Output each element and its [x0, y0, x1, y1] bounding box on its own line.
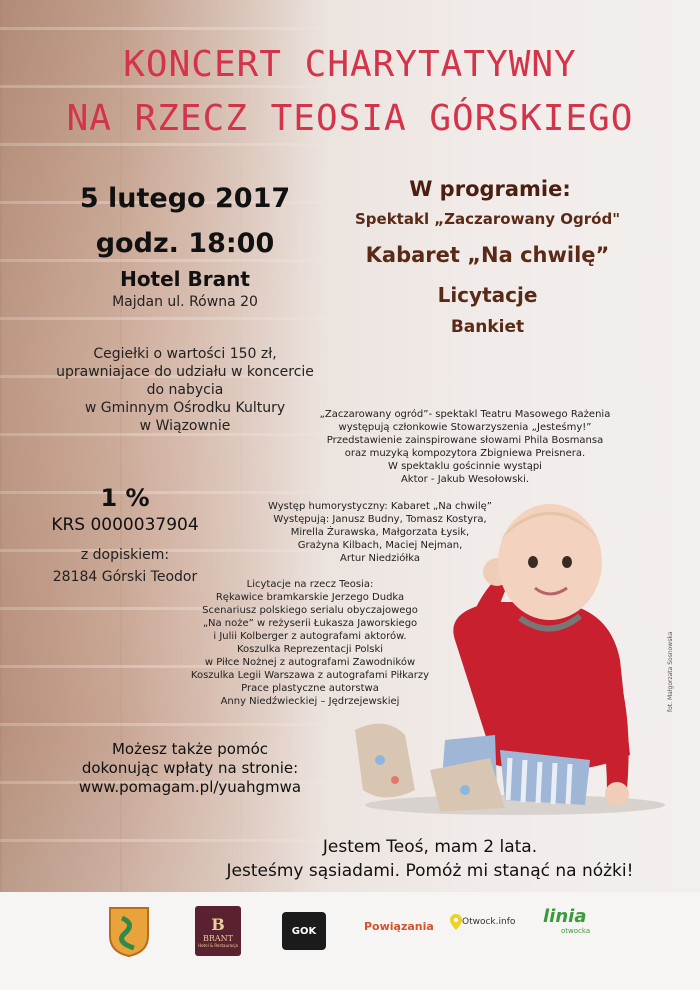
spektakl-line: Aktor - Jakub Wesołowski.: [400, 474, 530, 485]
program-item: Kabaret „Na chwilę”: [365, 243, 610, 267]
kabaret-line: Występ humorystyczny: Kabaret „Na chwilę”: [268, 501, 492, 512]
program-item: Spektakl „Zaczarowany Ogród": [354, 210, 621, 228]
gok-logo-text: GOK: [291, 925, 317, 937]
tickets-line: Cegiełki o wartości 150 zł,: [93, 346, 277, 362]
location-pin-icon: [450, 914, 462, 930]
tax-percent: 1 %: [100, 484, 150, 512]
linia-logo-sub: otwocka: [561, 927, 591, 935]
teos-message: [180, 835, 680, 883]
event-date: 5 lutego 2017: [79, 183, 291, 214]
tickets-line: uprawniajace do udziału w koncercie: [56, 364, 314, 380]
title-line-2: NA RZECZ TEOSIA GÓRSKIEGO: [66, 98, 634, 139]
donation-line: dokonując wpłaty na stronie:: [81, 759, 299, 777]
program-heading: W programie:: [409, 177, 571, 201]
left-boot: [355, 724, 415, 798]
donation-link[interactable]: www.pomagam.pl/yuahgmwa: [78, 778, 302, 796]
licytacje-line: Prace plastyczne autorstwa: [241, 683, 379, 694]
otwock-info-text: Otwock.info: [462, 917, 516, 927]
spektakl-line: oraz muzyką kompozytora Zbigniewa Preisnera.: [344, 448, 586, 459]
brant-logo-sub: Hotel & Restauracja: [198, 942, 238, 948]
boot-pattern: [375, 755, 385, 765]
otwock-info-logo: [450, 914, 515, 930]
tax-note-line: z dopiskiem:: [80, 547, 170, 563]
photo-credit: fot. Małgorzata Sosnowska: [667, 631, 674, 712]
eye: [562, 556, 572, 568]
brant-logo-letter: B: [211, 914, 225, 934]
spektakl-line: Przedstawienie zainspirowane słowami Phila Bosmansa: [326, 435, 604, 446]
donation-info: [60, 740, 320, 797]
donation-line: Możesz także pomóc: [111, 740, 269, 758]
tickets-line: do nabycia: [146, 382, 224, 398]
hand: [605, 782, 629, 806]
licytacje-line: Koszulka Reprezentacji Polski: [236, 644, 384, 655]
spektakl-line: występują członkowie Stowarzyszenia „Jesteśmy!”: [338, 422, 592, 433]
teos-line: Jesteśmy sąsiadami. Pomóż mi stanąć na nóżki!: [226, 861, 634, 881]
licytacje-line: Licytacje na rzecz Teosia:: [246, 579, 374, 590]
sponsor-footer: [0, 892, 700, 990]
head: [498, 504, 602, 620]
licytacje-line: w Piłce Nożnej z autografami Zawodników: [204, 657, 416, 668]
linia-otwocka-logo: [543, 906, 590, 935]
coat-of-arms-logo: [108, 906, 150, 958]
brant-hotel-logo: [195, 906, 241, 956]
boot-pattern: [460, 785, 470, 795]
kabaret-line: Artur Niedziółka: [340, 553, 420, 564]
spektakl-line: „Zaczarowany ogród”- spektakl Teatru Masowego Rażenia: [319, 409, 611, 420]
program-item: Licytacje: [437, 283, 538, 307]
tickets-line: w Gminnym Ośrodku Kultury: [84, 400, 286, 416]
licytacje-line: Scenariusz polskiego serialu obyczajowego: [202, 605, 418, 616]
event-venue: Hotel Brant: [120, 267, 250, 291]
licytacje-line: „Na noże” w reżyserii Łukasza Jaworskiego: [202, 618, 418, 629]
linia-logo-text: linia: [543, 906, 587, 927]
event-address: Majdan ul. Równa 20: [112, 294, 258, 310]
gok-logo: [282, 912, 326, 950]
tickets-line: w Wiązownie: [139, 418, 231, 434]
tax-note-line: 28184 Górski Teodor: [52, 569, 198, 585]
child-photo: [345, 490, 665, 820]
kabaret-line: Mirella Żurawska, Małgorzata Łysik,: [290, 527, 470, 538]
powiazania-logo: Powiązania: [364, 920, 434, 933]
kabaret-line: Grażyna Kilbach, Maciej Nejman,: [297, 540, 463, 551]
licytacje-line: Rękawice bramkarskie Jerzego Dudka: [215, 592, 405, 603]
boot-pattern: [391, 776, 399, 784]
teos-line: Jestem Teoś, mam 2 lata.: [322, 837, 538, 857]
title-line-1: KONCERT CHARYTATYWNY: [123, 44, 577, 85]
tickets-info: [30, 345, 340, 435]
licytacje-line: i Julii Kolberger z autografami aktorów.: [213, 631, 407, 642]
program-item: Bankiet: [450, 317, 525, 337]
kabaret-line: Występują: Janusz Budny, Tomasz Kostyra,: [273, 514, 487, 525]
eye: [528, 556, 538, 568]
event-time: godz. 18:00: [95, 228, 275, 259]
licytacje-line: Anny Niedźwieckiej – Jędrzejewskiej: [220, 696, 400, 707]
spektakl-line: W spektaklu gościnnie wystąpi: [388, 461, 542, 472]
licytacje-line: Koszulka Legii Warszawa z autografami Piłkarzy: [190, 670, 430, 681]
brant-logo-name: BRANT: [202, 933, 233, 943]
spektakl-description: [300, 408, 630, 486]
krs-number: KRS 0000037904: [51, 515, 199, 535]
